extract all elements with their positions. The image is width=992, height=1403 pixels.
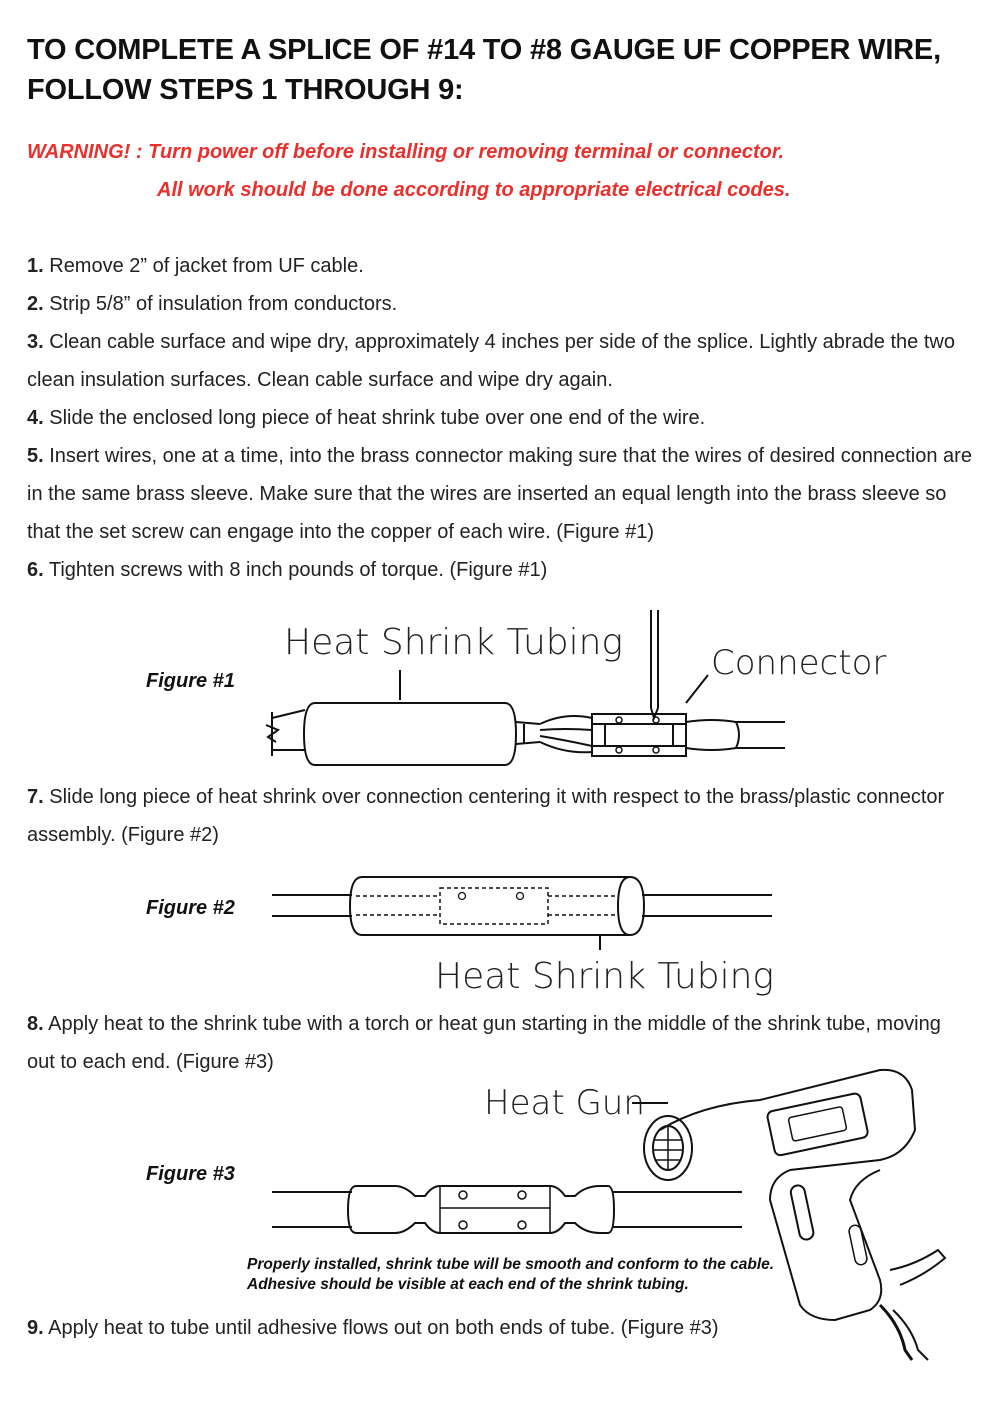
step-8: 8. Apply heat to the shrink tube with a torch or heat gun starting in the middle of the shrink tube, moving out to each end. (Figure #3): [27, 1013, 941, 1073]
title-line-1: TO COMPLETE A SPLICE OF #14 TO #8 GAUGE UF COPPER WIRE,: [27, 34, 941, 66]
figure-3-note: [247, 1255, 774, 1295]
figure-3-note-line-2: Adhesive should be visible at each end of the shrink tubing.: [247, 1276, 689, 1293]
page-title: [27, 30, 977, 110]
step-1: 1. Remove 2” of jacket from UF cable.: [27, 255, 364, 277]
figure-3-note-line-1: Properly installed, shrink tube will be smooth and conform to the cable.: [247, 1256, 775, 1273]
figure-2-callout-tubing: Heat Shrink Tubing: [435, 956, 775, 997]
step-4: 4. Slide the enclosed long piece of heat shrink tube over one end of the wire.: [27, 407, 706, 429]
figure-2-label: Figure #2: [146, 897, 235, 919]
figure-1-diagram: [0, 600, 992, 780]
step-3: 3. Clean cable surface and wipe dry, approximately 4 inches per side of the splice. Lightly abrade the two clean insulation surfaces. Clean cable surface and wipe dry again.: [27, 331, 955, 391]
step-5: 5. Insert wires, one at a time, into the brass connector making sure that the wires of desired connection are in the same brass sleeve. Make sure that the wires are inserted an equal length into the brass sleeve so that the set screw can engage into the copper of each wire. (Figure #1): [27, 445, 972, 543]
step-9: 9. Apply heat to tube until adhesive flows out on both ends of tube. (Figure #3): [27, 1317, 719, 1339]
figure-1-callout-connector: Connector: [711, 643, 887, 683]
steps-list-1-6: [27, 247, 972, 589]
figure-2-diagram: [0, 860, 992, 960]
warning-line-1: WARNING! : Turn power off before installing or removing terminal or connector.: [27, 141, 785, 163]
figure-3-label: Figure #3: [146, 1163, 235, 1185]
figure-1-label: Figure #1: [146, 670, 235, 692]
step-7: 7. Slide long piece of heat shrink over connection centering it with respect to the brass/plastic connector assembly. (Figure #2): [27, 786, 945, 846]
figure-3-callout-gun: Heat Gun: [484, 1083, 645, 1123]
step-2: 2. Strip 5/8” of insulation from conductors.: [27, 293, 398, 315]
title-line-2: FOLLOW STEPS 1 THROUGH 9:: [27, 74, 464, 106]
figure-1-callout-tubing: Heat Shrink Tubing: [284, 622, 624, 663]
warning-line-2: All work should be done according to appropriate electrical codes.: [157, 179, 791, 201]
step-6: 6. Tighten screws with 8 inch pounds of torque. (Figure #1): [27, 559, 548, 581]
